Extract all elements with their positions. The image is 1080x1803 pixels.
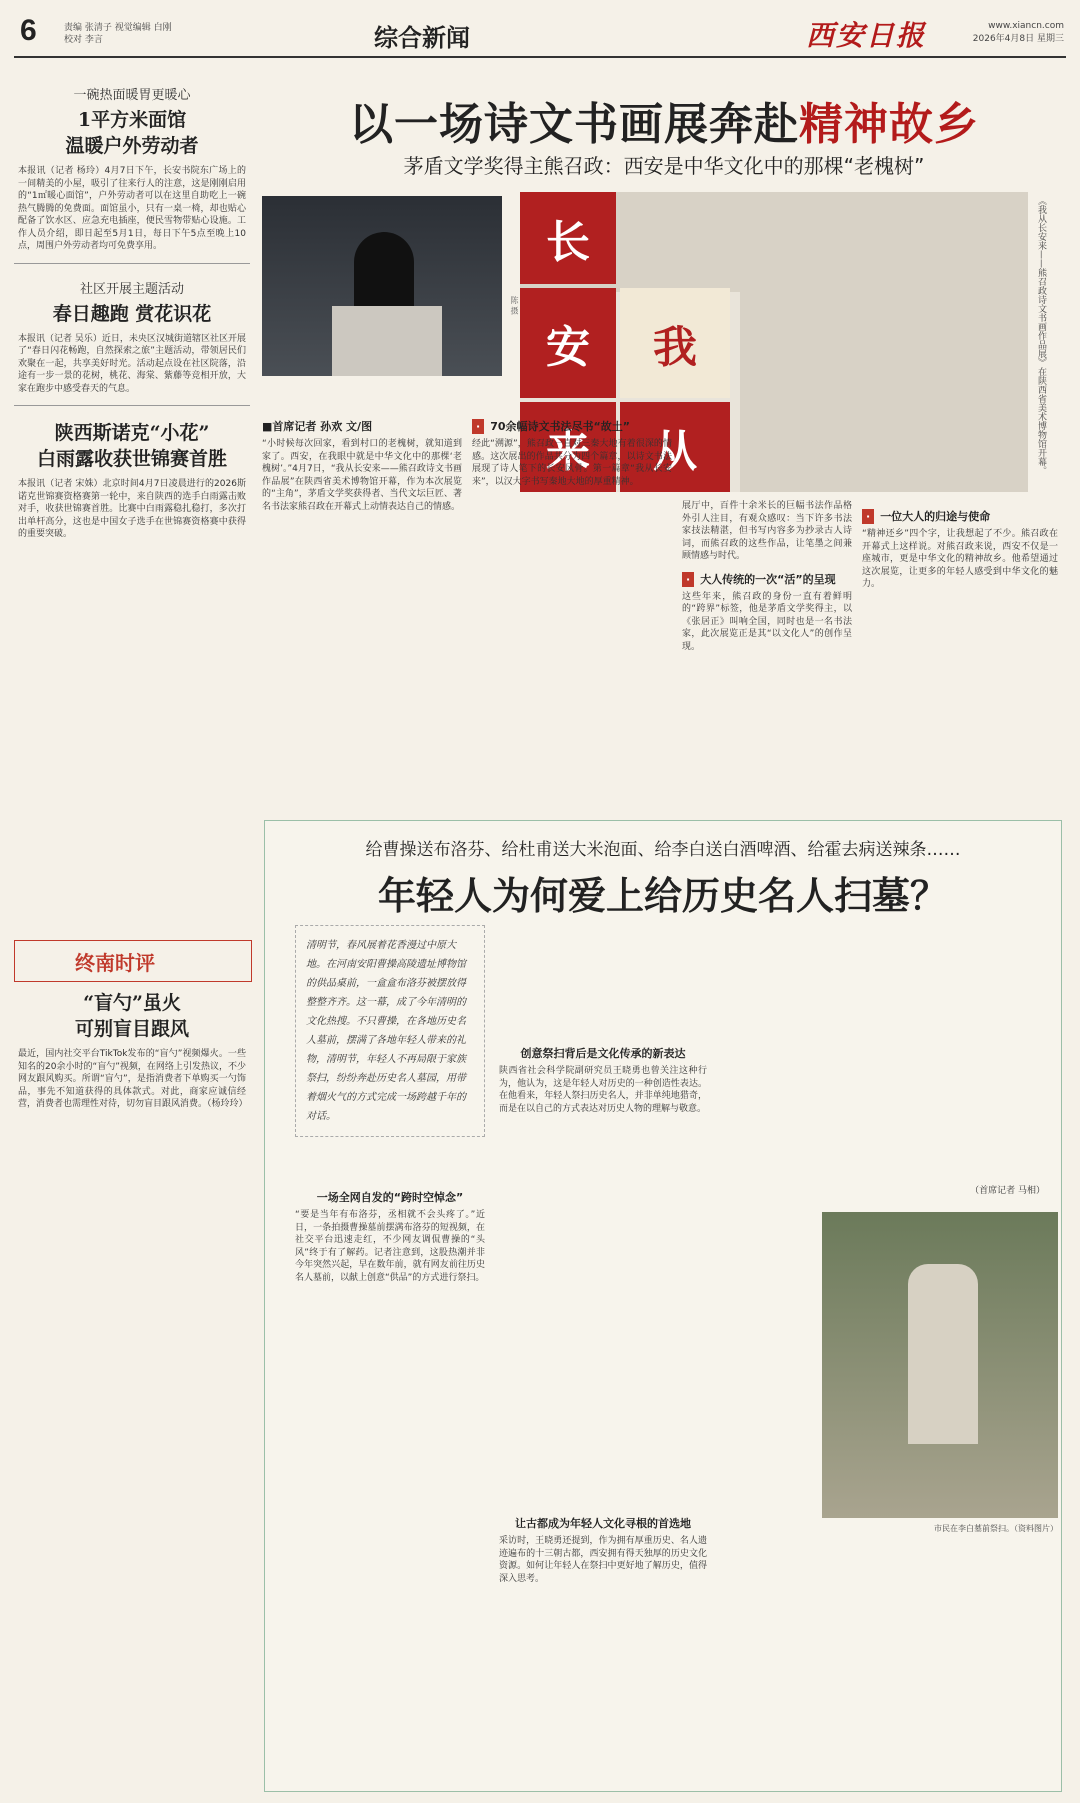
lead-para-3: 展厅中，百件十余米长的巨幅书法作品格外引人注目，有观众感叹：当下许多书法家技法精湛，但书写内容多为抄录古人诗词，而熊召政的这些作品，让笔墨之间兼顾情感与时代。 [682, 501, 852, 561]
subhead-1: · 70余幅诗文书法尽书“故土” [472, 418, 672, 434]
page-number: 6 [20, 14, 37, 47]
lead-subheadline: 茅盾文学奖得主熊召政：西安是中华文化中的那棵“老槐树” [403, 154, 925, 178]
speaker-photo [262, 196, 502, 376]
lead-para-2: 经此“溯源”，熊召政一直对三秦大地有着很深的情感。这次展出的作品共分为四个篇章，以诗文书法展现了诗人笔下的长安风骨。第一篇章“我从长安来”，以汉大字书写秦地大地的厚重精神。 [472, 439, 672, 487]
feature-intro-quote: 清明节，春风展着花香漫过中原大地。在河南安阳曹操高陵遗址博物馆的供品桌前，一盒盒布洛芬被摆放得整整齐齐。这一幕，成了今年清明的文化热搜。不只曹操，在各地历史名人墓前，摆满了各地年轻人带来的礼物，清明节，年轻人不再局限于家族祭扫，纷纷奔赴历史名人墓园，用带着烟火气的方式完成一场跨越千年的对话。 [295, 925, 485, 1137]
feature-title: 年轻人为何爱上给历史名人扫墓？ [377, 873, 948, 918]
lead-headline-b: 精神故乡 [799, 99, 979, 150]
byline: ■首席记者 孙欢 文/图 [262, 420, 373, 433]
left-comment-column [14, 990, 250, 1117]
lead-para-4: 这些年来，熊召政的身份一直有着鲜明的“跨界”标签，他是茅盾文学奖得主，以《张居正》叫响全国，同时也是一名书法家，此次展览正是其“以文化人”的创作呈现。 [682, 591, 852, 652]
feature-para-3: 采访时，王晓勇还提到，作为拥有厚重历史、名人遗迹遍布的十三朝古都，西安拥有得天独厚的历史文化资源。如何让年轻人在祭扫中更好地了解历史，值得深入思考。 [499, 1536, 707, 1584]
feature-byline: （首席记者 马相） [970, 1186, 1045, 1196]
banner-char: 我 [620, 288, 730, 398]
photo3-caption: 市民在李白墓前祭扫。（资料图片） [934, 1524, 1058, 1533]
photo2-caption: 《我从长安来——熊召政诗文书画作品展》在陕西省美术博物馆开幕。 [1036, 196, 1046, 475]
feature-col-3 [719, 925, 1045, 1198]
banner-char: 长 [520, 192, 616, 284]
feature-col-1 [295, 1181, 485, 1284]
site-info [954, 20, 1064, 46]
lead-col-4 [862, 500, 1058, 591]
comment-column-header [14, 940, 252, 982]
lead-para-1: “小时候每次回家，看到村口的老槐树，就知道到家了。西安，在我眼中就是中华文化中的那棵‘老槐树’。”4月7日，“我从长安来——熊召政诗文书画作品展”在陕西省美术博物馆开幕，作为本次展览的“主角”，茅盾文学奖获得者、当代文坛巨匠、著名书法家熊召政在开幕式上动情表达自己的情感。 [262, 439, 462, 512]
feature-subhead-1: 一场全网自发的“跨时空悼念” [316, 1191, 464, 1204]
podium [332, 306, 442, 376]
article4-title: “盲勺”虽火 可别盲目跟风 [74, 992, 189, 1040]
section-title: 综合新闻 [374, 24, 470, 52]
divider [14, 405, 250, 406]
photo1-caption: 陈 摄 [510, 296, 519, 315]
newspaper-logo: 西安日报 [806, 19, 927, 52]
feature-subhead-3: 让古都成为年轻人文化寻根的首选地 [515, 1517, 691, 1530]
feature-para-2: 陕西省社会科学院副研究员王晓勇也曾关注这种行为，他认为，这是年轻人对历史的一种创造性表达。在他看来，年轻人祭扫历史名人，并非单纯地猎奇，而是在以自己的方式表达对历史人物的理解与敬意。 [499, 1066, 707, 1114]
banner-char: 来 [520, 402, 616, 492]
article2-title: 春日趣跑 赏花识花 [52, 302, 212, 325]
banner-char: 从 [620, 402, 730, 492]
lead-col-1 [262, 410, 462, 513]
subhead-3: · 一位大人的归途与使命 [862, 508, 1058, 524]
lead-para-5: “精神还乡”四个字，让我想起了不少。熊召政在开幕式上这样说。对熊召政来说，西安不仅是一座城市，更是中华文化的精神故乡。他希望通过这次展览，让更多的年轻人感受到中华文化的魅力。 [862, 529, 1058, 589]
feature-subhead-2: 创意祭扫背后是文化传承的新表达 [520, 1047, 686, 1060]
article1-body: 本报讯（记者 杨玲）4月7日下午，长安书院东广场上的一间精美的小屋，吸引了往来行人的注意，这是刚刚启用的“1㎡暖心面馆”，户外劳动者可以在这里自助吃上一碗热气腾腾的免费面。面馆虽小，只有一桌一椅，却也贴心配备了饮水区、应急充电插座，便民雪物带贴心设施。工作人员介绍，即日起至5月1日，每日下午5点至晚上10点，周围户外劳动者均可免费享用。 [18, 166, 246, 251]
banner-char: 安 [520, 288, 616, 398]
lead-col-2 [472, 410, 672, 488]
feature-para-1: “要是当年有布洛芬，丞相就不会头疼了。”近日，一条拍摄曹操墓前摆满布洛芬的短视频，在社交平台迅速走红，不少网友调侃曹操的“头风”终于有了解药。记者注意到，这股热潮并非今年突然兴起，早在数年前，就有网友前往历史名人墓前，以献上创意“供品”的方式进行祭扫。 [295, 1210, 485, 1283]
article4-body: 最近，国内社交平台TikTok发布的“盲勺”视频爆火。一些知名的20余小时的“盲勺”视频，在网络上引发热议，不少网友跟风购买。所谓“盲勺”，是指消费者下单购买一勺饰品，事先不知道获得的具体款式。对此，商家应诚信经营，消费者也需理性对待，切勿盲目跟风消费。（杨玲玲） [18, 1049, 248, 1109]
tomb-photo [822, 1212, 1058, 1518]
subhead-2: · 大人传统的一次“活”的呈现 [682, 571, 852, 587]
issue-date: 2026年4月8日 星期三 [972, 34, 1064, 44]
article3-title: 陕西斯诺克“小花” 白雨露收获世锦赛首胜 [36, 422, 227, 470]
tomb-stele [908, 1264, 978, 1444]
feature-pretitle: 给曹操送布洛芬、给杜甫送大米泡面、给李白送白酒啤酒、给霍去病送辣条…… [365, 840, 961, 860]
lead-headline [264, 88, 1064, 152]
article1-pretitle: 一碗热面暖胃更暖心 [73, 88, 191, 103]
article2-body: 本报讯（记者 吴乐）近日，未央区汉城街道辖区社区开展了“春日闪花畅跑，自然探索之旅”主题活动，带领居民们欢聚在一起，共享美好时光。活动起点设在社区院落，沿途有一步一景的花树，桃花、海棠、紫藤等竞相开放，大家在跑步中感受春天的气息。 [18, 333, 246, 394]
article2-pretitle: 社区开展主题活动 [79, 281, 184, 297]
site-url: www.xiancn.com [988, 21, 1064, 31]
left-column [14, 70, 250, 547]
editor-credits: 责编 张清子 视觉编辑 白刚 校对 李言 [64, 23, 172, 45]
article1-title: 1平方米面馆 温暖户外劳动者 [65, 109, 199, 157]
lead-col-3 [682, 500, 852, 653]
page-header [14, 10, 1066, 58]
divider [14, 263, 250, 264]
feature-col-2 [499, 925, 707, 1585]
lead-headline-a: 以一场诗文书画展奔赴 [349, 99, 799, 150]
comment-column-tag: 终南时评 [75, 951, 155, 975]
article3-body: 本报讯（记者 宋姝）北京时间4月7日凌晨进行的2026斯诺克世锦赛资格赛第一轮中，来自陕西的选手白雨露击败对手，收获世锦赛首胜。比赛中白雨露稳扎稳打，多次打出单杆高分，这也是中国女子选手在世锦赛资格赛中获得的重要突破。 [18, 479, 246, 539]
